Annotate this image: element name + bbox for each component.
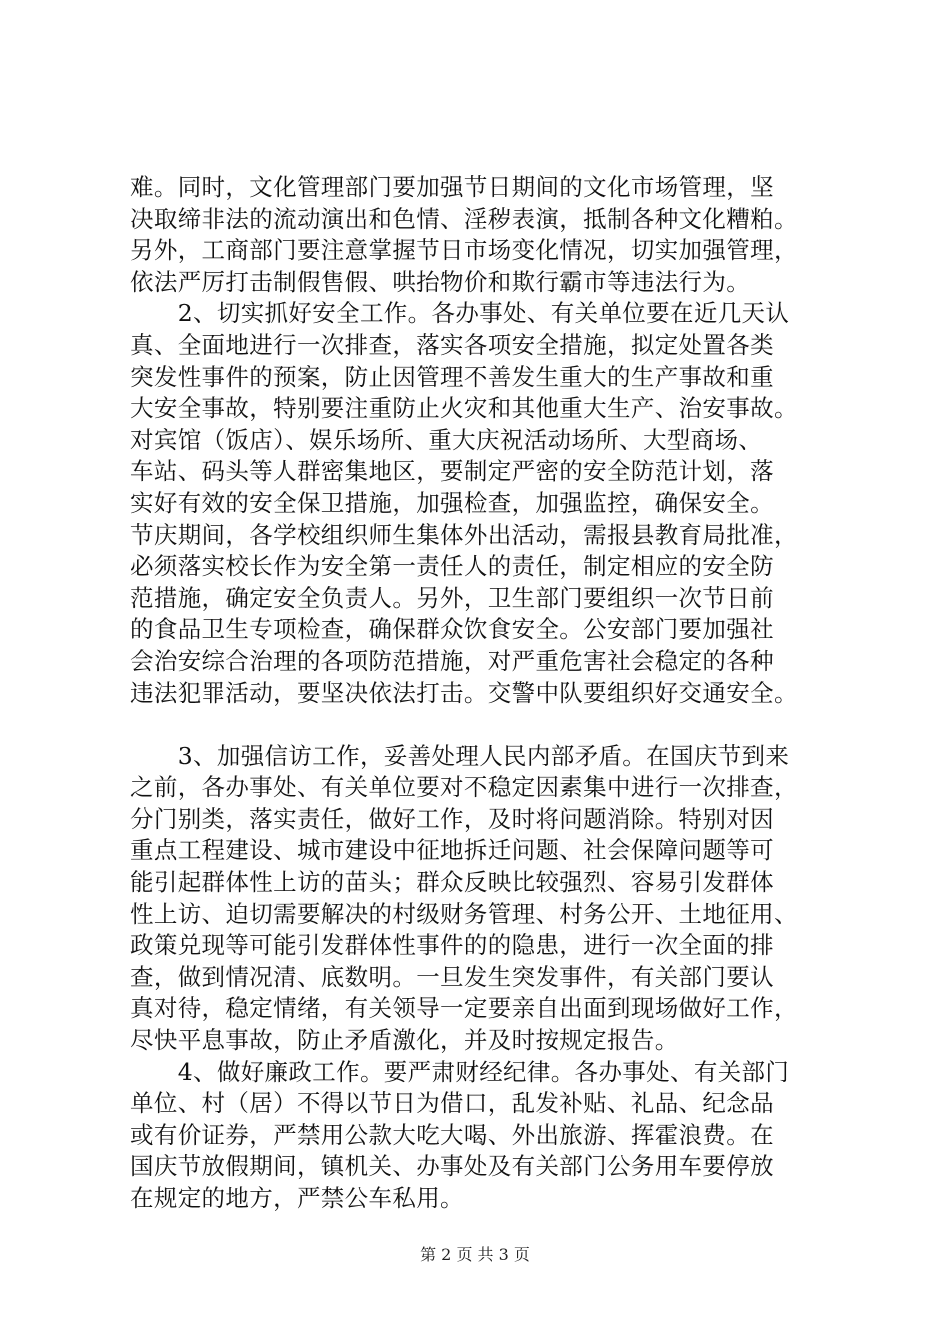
text-line: 突发性事件的预案，防止因管理不善发生重大的生产事故和重 — [130, 362, 774, 391]
text-line: 之前，各办事处、有关单位要对不稳定因素集中进行一次排查， — [130, 773, 798, 802]
text-line: 2、切实抓好安全工作。各办事处、有关单位要在近几天认 — [130, 299, 790, 328]
text-line: 政策兑现等可能引发群体性事件的的隐患，进行一次全面的排 — [130, 931, 774, 960]
text-line: 性上访、迫切需要解决的村级财务管理、村务公开、土地征用、 — [130, 899, 798, 928]
text-line: 另外，工商部门要注意掌握节日市场变化情况，切实加强管理， — [130, 236, 798, 265]
text-line: 在规定的地方，严禁公车私用。 — [130, 1184, 464, 1212]
text-line: 范措施，确定安全负责人。另外，卫生部门要组织一次节日前 — [130, 583, 774, 612]
text-line: 会治安综合治理的各项防范措施，对严重危害社会稳定的各种 — [130, 646, 774, 675]
text-line: 分门别类，落实责任，做好工作，及时将问题消除。特别对因 — [130, 804, 774, 833]
text-line: 单位、村（居）不得以节日为借口，乱发补贴、礼品、纪念品 — [130, 1089, 774, 1118]
text-line: 对宾馆（饭店）、娱乐场所、重大庆祝活动场所、大型商场、 — [130, 425, 763, 454]
text-line: 或有价证券，严禁用公款大吃大喝、外出旅游、挥霍浪费。在 — [130, 1120, 774, 1149]
text-line: 必须落实校长作为安全第一责任人的责任，制定相应的安全防 — [130, 552, 774, 581]
text-line: 查，做到情况清、底数明。一旦发生突发事件，有关部门要认 — [130, 962, 774, 991]
text-line: 重点工程建设、城市建设中征地拆迁问题、社会保障问题等可 — [130, 836, 774, 865]
text-line: 3、加强信访工作，妥善处理人民内部矛盾。在国庆节到来 — [130, 741, 790, 770]
text-line: 难。同时，文化管理部门要加强节日期间的文化市场管理，坚 — [130, 173, 774, 201]
text-line: 节庆期间，各学校组织师生集体外出活动，需报县教育局批准， — [130, 520, 798, 549]
text-line: 4、做好廉政工作。要严肃财经纪律。各办事处、有关部门 — [130, 1057, 790, 1086]
text-line: 大安全事故，特别要注重防止火灾和其他重大生产、治安事故。 — [130, 394, 798, 423]
document-body — [130, 172, 850, 1215]
text-line: 真对待，稳定情绪，有关领导一定要亲自出面到现场做好工作， — [130, 994, 798, 1023]
text-line: 真、全面地进行一次排查，落实各项安全措施，拟定处置各类 — [130, 330, 774, 359]
page-footer: 第 2 页 共 3 页 — [420, 1245, 530, 1264]
text-line: 实好有效的安全保卫措施，加强检查，加强监控，确保安全。 — [130, 488, 774, 517]
text-line: 能引起群体性上访的苗头；群众反映比较强烈、容易引发群体 — [130, 868, 774, 897]
text-line: 依法严厉打击制假售假、哄抬物价和欺行霸市等违法行为。 — [130, 267, 751, 296]
text-line: 决取缔非法的流动演出和色情、淫秽表演，抵制各种文化糟粕。 — [130, 204, 798, 233]
text-line: 车站、码头等人群密集地区，要制定严密的安全防范计划，落 — [130, 457, 774, 486]
text-line: 国庆节放假期间，镇机关、办事处及有关部门公务用车要停放 — [130, 1152, 774, 1181]
text-line: 尽快平息事故，防止矛盾激化，并及时按规定报告。 — [130, 1026, 679, 1055]
text-line: 违法犯罪活动，要坚决依法打击。交警中队要组织好交通安全。 — [130, 678, 798, 707]
paragraph-gap — [130, 709, 850, 741]
text-line: 的食品卫生专项检查，确保群众饮食安全。公安部门要加强社 — [130, 615, 774, 644]
